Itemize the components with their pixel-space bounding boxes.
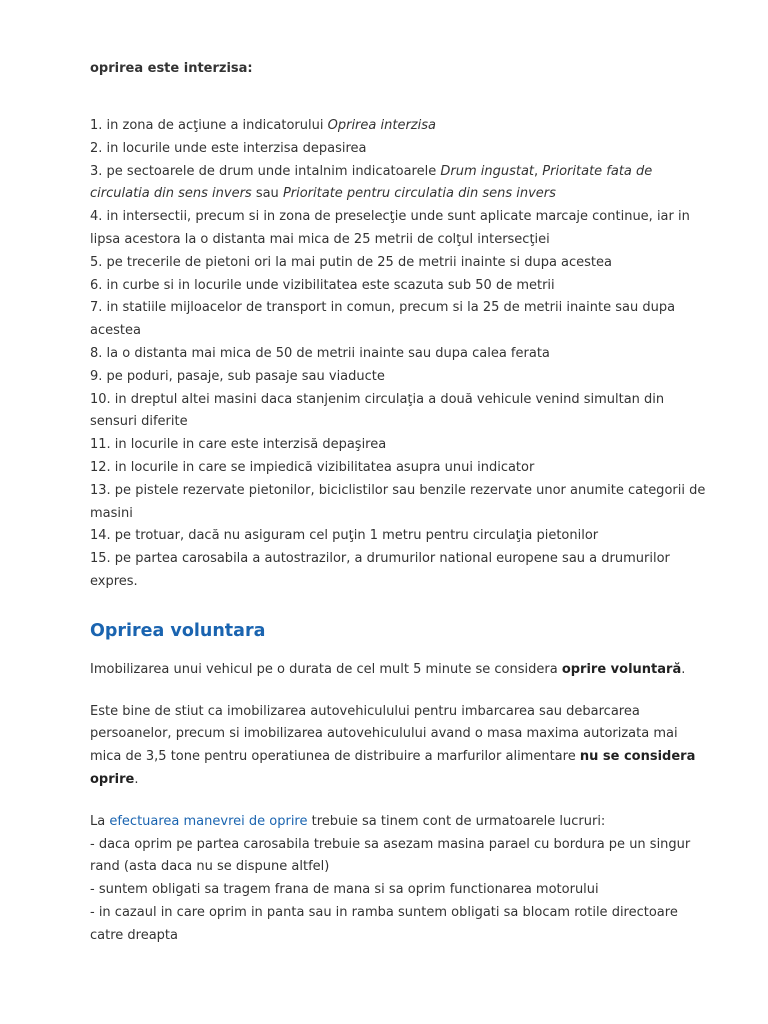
list-item: 8. la o distanta mai mica de 50 de metrii inainte sau dupa calea ferata — [90, 345, 550, 361]
list-item: 15. pe partea carosabila a autostrazilor, a drumurilor national europene sau a drumurilor expres. — [90, 551, 670, 589]
list-item: 5. pe trecerile de pietoni ori la mai putin de 25 de metrii inainte si dupa acestea — [90, 254, 612, 270]
list-item: 12. in locurile in care se impiedică vizibilitatea asupra unui indicator — [90, 459, 535, 475]
prohibition-list — [90, 115, 708, 594]
list-item: 7. in statiile mijloacelor de transport in comun, precum si la 25 de metrii inainte sau dupa acestea — [90, 300, 676, 339]
procedure-line: - daca oprim pe partea carosabila trebuie sa asezam masina parael cu bordura pe un singur rand (asta daca nu se dispune altfel) — [90, 836, 691, 875]
list-item: 14. pe trotuar, dacă nu asiguram cel puţin 1 metru pentru circulaţia pietonilor — [90, 528, 599, 544]
intro-heading: oprirea este interzisa: — [90, 61, 253, 76]
definition-paragraph: Imobilizarea unui vehicul pe o durata de cel mult 5 minute se considera oprire voluntară. — [90, 661, 686, 677]
list-item: 6. in curbe si in locurile unde vizibilitatea este scazuta sub 50 de metrii — [90, 277, 555, 293]
procedure-paragraph: La efectuarea manevrei de oprire trebuie sa tinem cont de urmatoarele lucruri: - daca oprim pe partea carosabila trebuie sa asezam masina parael cu bordura pe un singur rand (asta daca nu se dispune altfel) - suntem obligati sa tragem frana de mana si sa oprim functionarea motorului - in cazaul in care oprim in panta sau in ramba suntem obligati sa blocam rotile directoare catre dreapta — [90, 811, 708, 948]
procedure-line: - in cazaul in care oprim in panta sau in ramba suntem obligati sa blocam rotile directoare catre dreapta — [90, 904, 678, 943]
note-paragraph: Este bine de stiut ca imobilizarea autovehiculului pentru imbarcarea sau debarcarea persoanelor, precum si imobilizarea autovehiculului avand o masa maxima autorizata mai mica de 3,5 tone pentru operatiunea de distribuire a marfurilor alimentare nu se considera oprire. — [90, 703, 696, 787]
maneuver-link[interactable]: efectuarea manevrei de oprire — [109, 813, 308, 829]
list-item: 10. in dreptul altei masini daca stanjenim circulaţia a două vehicule venind simultan din sensuri diferite — [90, 391, 665, 430]
list-item: 1. in zona de acţiune a indicatorului Oprirea interzisa — [90, 118, 436, 133]
section-title: Oprirea voluntara — [90, 620, 266, 641]
list-item: 4. in intersectii, precum si in zona de preselecţie unde sunt aplicate marcaje continue, iar in lipsa acestora la o distanta mai mica de 25 metrii de colţul intersecţiei — [90, 209, 690, 247]
list-item: 2. in locurile unde este interzisa depasirea — [90, 140, 367, 156]
list-item: 3. pe sectoarele de drum unde intalnim indicatoarele Drum ingustat, Prioritate fata de circulatia din sens invers sau Prioritate pentru circulatia din sens invers — [90, 163, 653, 202]
procedure-line: - suntem obligati sa tragem frana de mana si sa oprim functionarea motorului — [90, 882, 599, 898]
list-item: 13. pe pistele rezervate pietonilor, biciclistilor sau benzile rezervate unor anumite categorii de masini — [90, 482, 706, 521]
list-item: 11. in locurile in care este interzisă depaşirea — [90, 437, 387, 453]
list-item: 9. pe poduri, pasaje, sub pasaje sau viaducte — [90, 368, 385, 384]
